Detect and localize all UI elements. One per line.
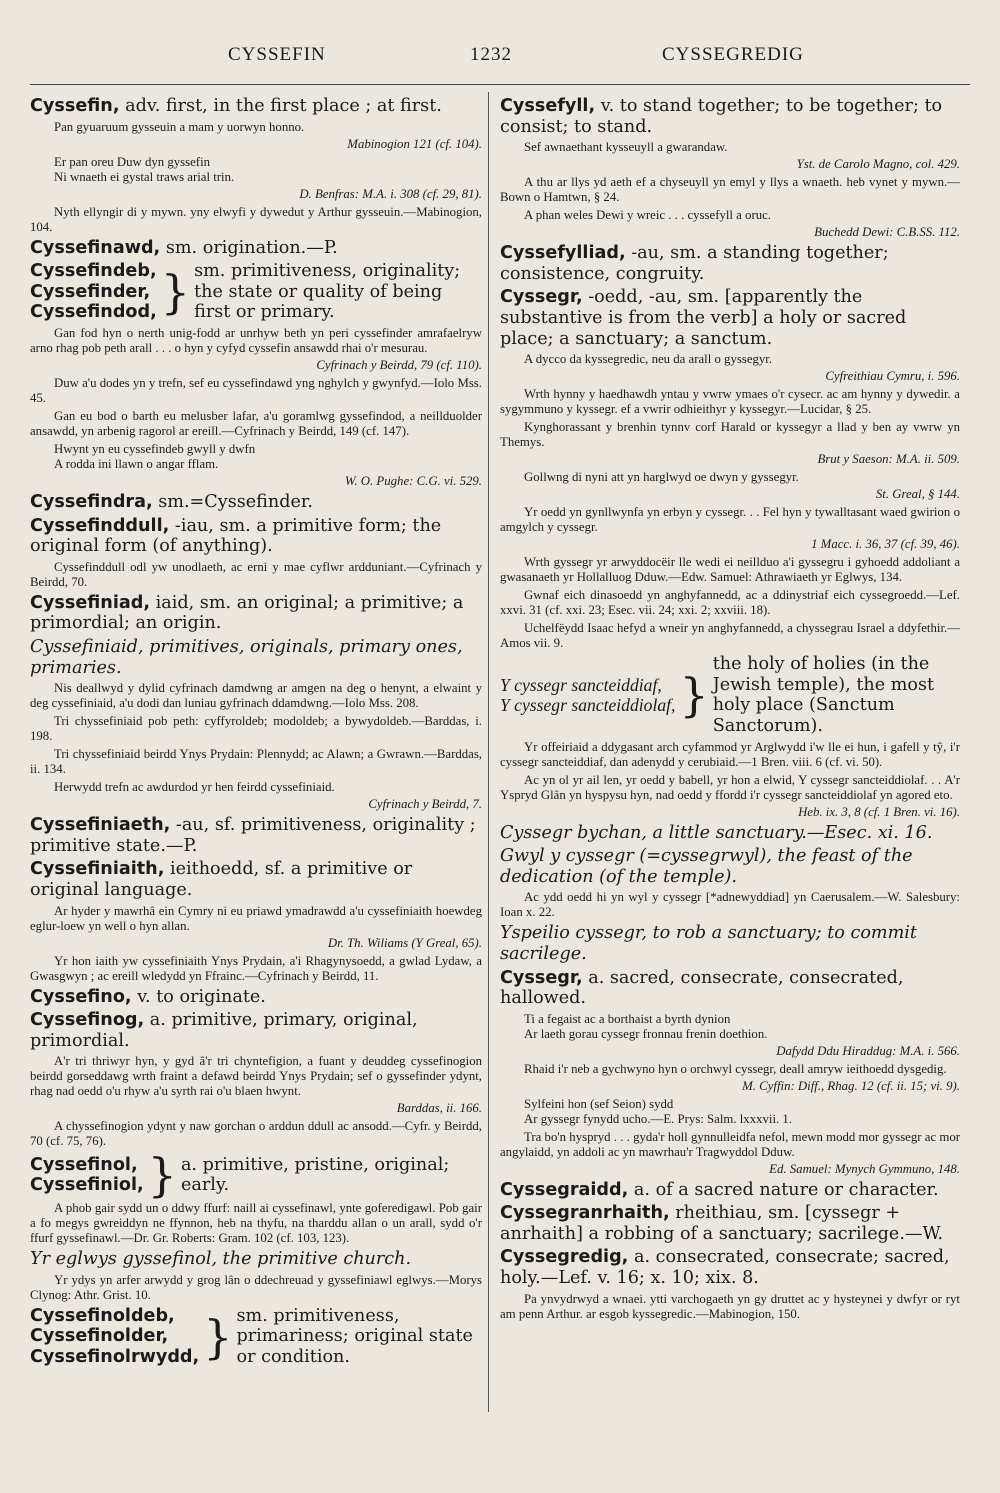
citation-source: Barddas, ii. 166.: [396, 1101, 482, 1116]
citation-source: Yst. de Carolo Magno, col. 429.: [796, 157, 960, 172]
citation: Tri chyssefiniaid pob peth: cyffyroldeb; modoldeb; a bywydoldeb.—Barddas, i. 198.: [30, 714, 482, 744]
citation: Tra bo'n hyspryd . . . gyda'r holl gynnulleidfa nefol, mewn modd mor gyssegr ac mor angylaidd, yn addoli ac yn mawrhau'r Tragwyddol Dduw.: [500, 1129, 960, 1159]
sub-entry: Yr eglwys gyssefinol, the primitive church.: [30, 1249, 412, 1270]
citation-source: Dafydd Ddu Hiraddug: M.A. i. 566.: [776, 1043, 960, 1058]
definition: rheithiau, sm. [cyssegr + anrhaith] a robbing of a sanctuary; sacrilege.—W.: [500, 1203, 944, 1244]
citation: A dycco da kyssegredic, neu da arall o gyssegyr.: [524, 352, 773, 367]
headword: Cyssefindeb,: [30, 261, 157, 282]
definition: a. of a sacred nature or character.: [633, 1179, 939, 1200]
definition: adv. first, in the first place ; at first.: [125, 96, 442, 116]
citation: Ac ydd oedd hi yn wyl y cyssegr [*adnewyddiad] yn Caerusalem.—W. Salesbury: Ioan x. 22.: [500, 890, 960, 920]
citation: Gwnaf eich dinasoedd yn anghyfannedd, ac a ddinystriaf eich cyssegroedd.—Lef. xxvi. 31 (cf. xxi. 23; Esec. vii. 24; xxi. 2; xxviii. 18).: [500, 588, 960, 618]
verse-line: Ar gyssegr fynydd ucho.—E. Prys: Salm. lxxxvii. 1.: [524, 1111, 793, 1126]
verse-line: Er pan oreu Duw dyn gyssefin: [54, 154, 211, 169]
verse-line: Ni wnaeth ei gystal traws arial trin.: [54, 169, 235, 184]
headword: Cyssegredig,: [500, 1247, 629, 1268]
verse-line: Ar laeth gorau cyssegr fronnau frenin doethion.: [524, 1026, 768, 1041]
definition: ieithoedd, sf. a primitive or original language.: [30, 859, 413, 900]
citation: Herwydd trefn ac awdurdod yr hen feirdd cyssefiniaid.: [54, 780, 335, 795]
definition: v. to originate.: [137, 986, 266, 1007]
verse-citation: [500, 1012, 960, 1042]
headword: Cyssefino,: [30, 986, 132, 1007]
dictionary-entry: [30, 96, 482, 117]
citation-source: Heb. ix. 3, 8 (cf. 1 Bren. vi. 16).: [798, 804, 960, 819]
citation: Pa ynvydrwyd a wnaei. ytti varchogaeth yn gy druttet ac y hysteynei y dwfyr or ryt am penn Arthur. ar esgob kyssegredic.—Mabinogion, 150.: [500, 1291, 960, 1321]
definition: a. primitive, primary, original, primordial.: [30, 1010, 418, 1051]
definition: the holy of holies (in the Jewish temple), the most holy place (Sanctum Sanctorum).: [712, 654, 935, 736]
citation: Wrth gyssegr yr arwyddocëir lle wedi ei neillduo a'i gyssegru i gyhoedd addoliant a gwasanaeth yr Hollalluog Dduw.—Edw. Samuel: Athrawiaeth yr Eglwys, 134.: [500, 555, 960, 585]
citation: Nis deallwyd y dylid cyfrinach damdwng ar amgen na deg o henynt, a elwaint y deg cyssefiniaid, a'u dodi dan luniau gyfrinach ddamdwng.—Iolo Mss. 208.: [30, 681, 482, 711]
citation-source: Cyfreithiau Cymru, i. 596.: [825, 369, 960, 384]
headword: Cyssefinder,: [30, 281, 151, 302]
dictionary-entry: [30, 815, 482, 856]
dictionary-entry: [500, 1247, 960, 1288]
dictionary-entry: [500, 96, 960, 137]
citation-source: Cyfrinach y Beirdd, 79 (cf. 110).: [316, 357, 482, 372]
citation: Gan fod hyn o nerth unig-fodd ar unrhyw beth yn peri cyssefinder amrafaelryw arno rhag pob peth arall . . . o hyn y cyfyd cyssefin ansawdd rhai o'r mesurau.: [30, 325, 482, 355]
citation: Gollwng di nyni att yn harglwyd oe dwyn y gyssegyr.: [524, 470, 799, 485]
headword: Cyssegranrhaith,: [500, 1203, 670, 1224]
running-head: [0, 44, 1000, 74]
citation: A thu ar llys yd aeth ef a chyseuyll yn emyl y llys a wnaeth. heb vynet y mywn.—Bown o Hamtwn, § 24.: [500, 175, 960, 205]
headword: Cyssefinolder,: [30, 1326, 169, 1347]
column-divider: [488, 92, 489, 1412]
grouped-entry: [30, 261, 482, 323]
citation-source: Dr. Th. Wiliams (Y Greal, 65).: [327, 935, 482, 950]
citation: A chyssefinogion ydynt y naw gorchan o arddun ddull ac ansodd.—Cyfr. y Beirdd, 70 (cf. 75, 76).: [30, 1119, 482, 1149]
citation: A phob gair sydd un o ddwy ffurf: naill ai cyssefinawl, ynte goferedigawl. Pob gair a fo megys gwreiddyn ne ffynnon, heb na thyfu, na tharddu allan o un arall, sydd o'r ffurf gyssefinawl.—Dr. Gr. Roberts: Gram. 102 (cf. 103, 123).: [30, 1201, 482, 1246]
citation: Sef awnaethant kysseuyll a gwarandaw.: [524, 140, 728, 155]
definition: a. sacred, consecrate, consecrated, hallowed.: [500, 967, 904, 1009]
definition: a. primitive, pristine, original; early.: [180, 1154, 450, 1196]
citation: Uchelfëydd Isaac hefyd a wneir yn anghyfannedd, a chyssegrau Israel a ddyfethir.—Amos vii. 9.: [500, 621, 960, 651]
citation-source: St. Greal, § 144.: [875, 487, 960, 502]
headword: Cyssefinolrwydd,: [30, 1347, 200, 1368]
headword: Cyssefyll,: [500, 96, 596, 116]
grouped-entry: [30, 1148, 482, 1203]
headword: Y cyssegr sancteiddiaf,: [500, 674, 662, 695]
brace-icon: }: [679, 668, 709, 723]
verse-line: Sylfeini hon (sef Seion) sydd: [524, 1096, 674, 1111]
dictionary-entry: [500, 968, 960, 1009]
definition: -iau, sm. a primitive form; the original form (of anything).: [30, 515, 442, 557]
dictionary-entry: [30, 1010, 482, 1051]
header-rule: [30, 84, 970, 85]
citation: Kynghorassant y brenhin tynnv corf Harald or kyssegyr a llad y ben ay vwrw yn Themys.: [500, 420, 960, 450]
page-number: 1232: [470, 44, 512, 65]
definition: sm.=Cyssefinder.: [158, 491, 313, 512]
verse-citation: [30, 442, 482, 472]
verse-line: Hwynt yn eu cyssefindeb gwyll y dwfn: [54, 441, 256, 456]
definition: v. to stand together; to be together; to consist; to stand.: [500, 96, 943, 137]
headword-group: [30, 1306, 199, 1368]
headword: Cyssefindra,: [30, 491, 153, 512]
definition: sm. primitiveness, originality; the state or quality of being first or primary.: [194, 261, 461, 323]
running-head-right: CYSSEGREDIG: [662, 44, 804, 65]
headword: Cyssefindod,: [30, 302, 157, 323]
dictionary-entry: [30, 593, 482, 634]
citation: Gan eu bod o barth eu melusber lafar, a'u goramlwg gyssefindod, a neillduolder ansawdd, yn arbenig ragorol ar ereill.—Cyfrinach y Beirdd, 149 (cf. 147).: [30, 408, 482, 438]
headword: Cyssefinog,: [30, 1010, 145, 1031]
sub-entry: Gwyl y cyssegr (=cyssegrwyl), the feast of the dedication (of the temple).: [500, 846, 913, 887]
dictionary-entry: [500, 1203, 960, 1244]
headword: Cyssefinoldeb,: [30, 1305, 175, 1326]
headword: Cyssefin,: [30, 96, 120, 116]
dictionary-entry: [30, 238, 482, 259]
headword: Cyssefinddull,: [30, 515, 170, 536]
headword: Cyssefinawd,: [30, 237, 161, 258]
verse-line: A rodda ini llawn o angar fflam.: [54, 456, 219, 471]
citation: Ac yn ol yr ail len, yr oedd y babell, yr hon a elwid, Y cyssegr sancteiddiolaf. . . A'r Yspryd Glân yn hyspysu hyn, nad oedd y ffordd i'r cyssegr sancteiddiolaf yn agored eto.: [500, 772, 960, 802]
brace-icon: }: [160, 265, 191, 320]
citation: Yr ydys yn arfer arwydd y grog lân o ddechreuad y gyssefiniawl eglwys.—Morys Clynog: Athr. Grist. 10.: [30, 1272, 482, 1302]
citation: A'r tri thriwyr hyn, y gyd â'r tri chyntefigion, a fuant y deuddeg cyssefinogion beirdd gorseddawg wrth fraint a defawd beirdd Ynys Prydain; sef o gyssefinder ydynt, rhag nad oedd o'u rhyw a'u syrth rai o'u blaen hwynt.: [30, 1054, 482, 1099]
headword: Cyssefiniaith,: [30, 859, 165, 880]
definition: sm. origination.—P.: [165, 237, 338, 258]
dictionary-entry: [30, 987, 482, 1008]
headword: Cyssefinol,: [30, 1154, 138, 1175]
verse-line: Ti a fegaist ac a borthaist a byrth dynion: [524, 1011, 731, 1026]
brace-icon: }: [203, 1309, 233, 1364]
citation: Ar hyder y mawrhâ ein Cymry ni eu priawd ymadrawdd a'u cyssefiniaith hoewdeg eglur-loew yn well o hyn allan.: [30, 903, 482, 933]
definition: sm. primitiveness, primariness; original state or condition.: [236, 1305, 473, 1368]
headword: Cyssefiniaeth,: [30, 815, 171, 836]
citation: Cyssefinddull odl yw unodlaeth, ac erni y mae cyflwr ardduniant.—Cyfrinach y Beirdd, 70.: [30, 559, 482, 589]
citation-source: Mabinogion 121 (cf. 104).: [347, 136, 482, 151]
citation: Nyth ellyngir di y mywn. yny elwyfi y dywedut y Arthur gysseuin.—Mabinogion, 104.: [30, 204, 482, 234]
citation: Wrth hynny y haedhawdh yntau y vwrw ymaes o'r cysecr. ac am hynny y dywedir. a sygymmuno y kyssegr. ef a vwrir odhieithyr y kyssegyr.—Lucidar, § 25.: [500, 387, 960, 417]
definition: -oedd, -au, sm. [apparently the substantive is from the verb] a holy or sacred place; a sanctuary; a sanctum.: [500, 287, 907, 349]
citation-source: Buchedd Dewi: C.B.SS. 112.: [814, 225, 960, 240]
dictionary-entry: [500, 287, 960, 349]
citation: Yr hon iaith yw cyssefiniaith Ynys Prydain, a'i Rhagynysoedd, a gwlad Lydaw, a Gwasgwyn ; ac ereill wledydd yn Ffrainc.—Cyfrinach y Beirdd, 11.: [30, 953, 482, 983]
citation-source: Cyfrinach y Beirdd, 7.: [368, 797, 482, 812]
definition: a. consecrated, consecrate; sacred, holy.—Lef. v. 16; x. 10; xix. 8.: [500, 1247, 950, 1289]
dictionary-entry: [500, 243, 960, 284]
citation-source: D. Benfras: M.A. i. 308 (cf. 29, 81).: [299, 186, 482, 201]
headword: Cyssegr,: [500, 287, 583, 308]
left-column: [30, 96, 482, 1371]
verse-citation: [500, 1097, 960, 1127]
sub-entry: Cyssefiniaid, primitives, originals, primary ones, primaries.: [30, 636, 463, 678]
definition: -au, sm. a standing together; consistence, congruity.: [500, 243, 889, 284]
running-head-left: CYSSEFIN: [228, 44, 326, 65]
citation-source: 1 Macc. i. 36, 37 (cf. 39, 46).: [811, 537, 960, 552]
verse-citation: [30, 155, 482, 185]
grouped-entry: [500, 654, 960, 736]
citation: Yr oedd yn gynllwynfa yn erbyn y cyssegr. . . Fel hyn y tywalltasant waed gwirion o amgylch y cyssegr.: [500, 505, 960, 535]
definition: iaid, sm. an original; a primitive; a primordial; an origin.: [30, 592, 464, 634]
citation: Pan gyuaruum gysseuin a mam y uorwyn honno.: [54, 119, 305, 134]
headword-group: [30, 1155, 144, 1196]
citation: Tri chyssefiniaid beirdd Ynys Prydain: Plennydd; ac Alawn; a Gwrawn.—Barddas, ii. 134.: [30, 747, 482, 777]
citation: Rhaid i'r neb a gychwyno hyn o orchwyl cyssegr, deall amryw ieithoedd dysgedig.: [524, 1061, 947, 1076]
dictionary-entry: [30, 516, 482, 557]
dictionary-entry: [30, 492, 482, 513]
headword: Y cyssegr sancteiddiolaf,: [500, 695, 676, 716]
citation: Yr offeiriaid a ddygasant arch cyfammod yr Arglwydd i'w lle ei hun, i gafell y tŷ, i'r cyssegr sancteiddiaf, dan adenydd y cerubiaid.—1 Bren. viii. 6 (cf. vi. 50).: [500, 739, 960, 769]
citation: Duw a'u dodes yn y trefn, sef eu cyssefindawd yng nghylch y gwynfyd.—Iolo Mss. 45.: [30, 375, 482, 405]
headword-group: [30, 261, 157, 323]
headword: Cyssefiniol,: [30, 1175, 144, 1196]
dictionary-entry: [30, 859, 482, 900]
headword: Cyssefylliad,: [500, 243, 626, 264]
right-column: [500, 96, 960, 1325]
sub-entry: Cyssegr bychan, a little sanctuary.—Esec. xi. 16.: [500, 822, 933, 843]
citation-source: W. O. Pughe: C.G. vi. 529.: [344, 473, 482, 488]
citation-source: Brut y Saeson: M.A. ii. 509.: [817, 452, 960, 467]
citation-source: M. Cyffin: Diff., Rhag. 12 (cf. ii. 15; vi. 9).: [742, 1078, 960, 1093]
grouped-entry: [30, 1306, 482, 1368]
headword-group: [500, 675, 675, 716]
citation-source: Ed. Samuel: Mynych Gymmuno, 148.: [769, 1161, 960, 1176]
headword: Cyssegraidd,: [500, 1179, 629, 1200]
sub-entry: Yspeilio cyssegr, to rob a sanctuary; to commit sacrilege.: [500, 923, 917, 964]
headword: Cyssefiniad,: [30, 592, 151, 613]
brace-icon: }: [147, 1148, 177, 1203]
citation: A phan weles Dewi y wreic . . . cyssefyll a oruc.: [524, 208, 771, 223]
dictionary-entry: [500, 1180, 960, 1201]
definition: -au, sf. primitiveness, originality ; primitive state.—P.: [30, 815, 476, 856]
headword: Cyssegr,: [500, 967, 583, 988]
